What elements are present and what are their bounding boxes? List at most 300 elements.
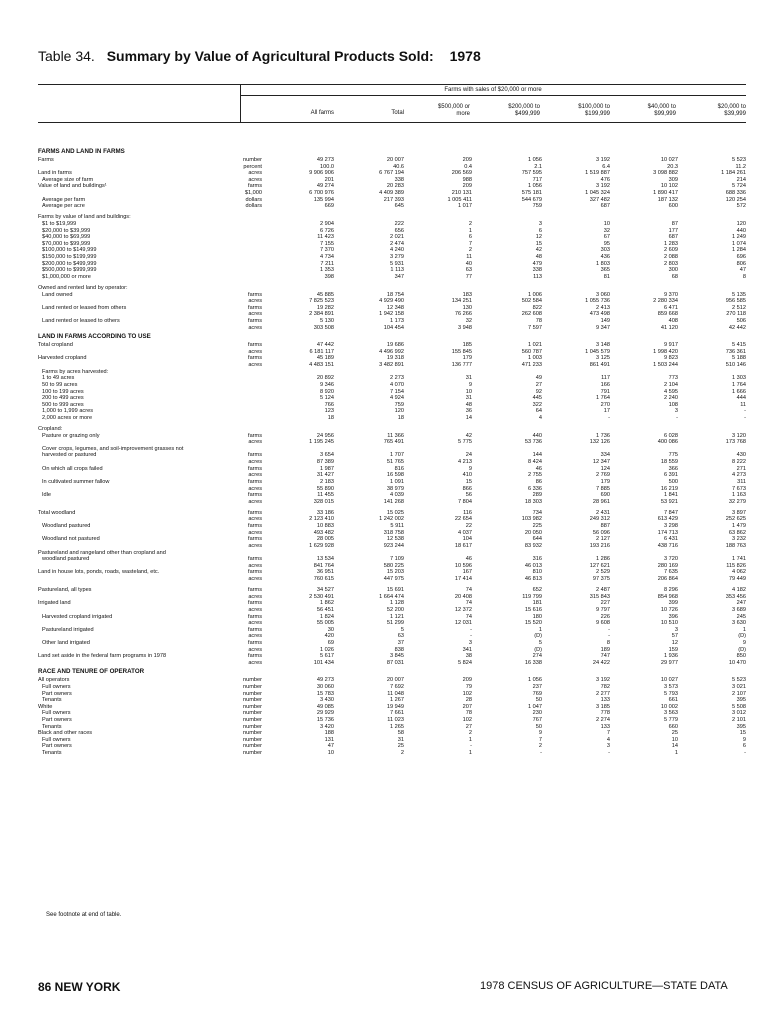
table-cell: (D) bbox=[534, 646, 542, 653]
table-cell: 300 bbox=[668, 267, 678, 274]
row-unit: farms bbox=[248, 587, 262, 594]
table-cell: 1 006 bbox=[528, 291, 542, 298]
table-row bbox=[38, 556, 746, 563]
table-cell: 115 826 bbox=[726, 562, 746, 569]
table-cell: 149 bbox=[600, 318, 610, 325]
table-cell: 17 bbox=[603, 408, 610, 415]
table-cell: 49 085 bbox=[316, 703, 334, 710]
table-cell: 74 bbox=[465, 600, 472, 607]
table-cell: 7 847 bbox=[664, 509, 678, 516]
table-cell: 179 bbox=[600, 478, 610, 485]
row-unit: acres bbox=[248, 593, 262, 600]
table-cell: 67 bbox=[603, 234, 610, 241]
table-cell: 119 799 bbox=[522, 593, 542, 600]
table-cell: 810 bbox=[532, 569, 542, 576]
table-cell: 1 824 bbox=[320, 613, 334, 620]
table-cell: 471 233 bbox=[521, 362, 542, 369]
row-label: 2,000 acres or more bbox=[42, 414, 93, 421]
table-cell: 440 bbox=[736, 227, 746, 234]
table-cell: 16 219 bbox=[660, 485, 678, 492]
table-cell: 8 bbox=[606, 639, 610, 646]
table-cell: 338 bbox=[394, 176, 404, 183]
table-cell: 28 005 bbox=[316, 536, 334, 543]
table-cell: 31 427 bbox=[316, 472, 334, 479]
table-row bbox=[38, 684, 746, 691]
table-row bbox=[38, 214, 746, 221]
table-row bbox=[38, 170, 746, 177]
row-label: Black and other races bbox=[38, 730, 93, 737]
table-cell: 717 bbox=[532, 176, 542, 183]
table-cell: 79 449 bbox=[728, 575, 746, 582]
table-cell: 76 266 bbox=[454, 311, 472, 318]
table-row bbox=[38, 157, 746, 164]
table-cell: 2 280 334 bbox=[653, 298, 678, 305]
row-unit: farms bbox=[248, 613, 262, 620]
table-title bbox=[38, 48, 481, 64]
table-cell: 1 bbox=[674, 750, 678, 757]
row-unit: farms bbox=[248, 291, 262, 298]
col-100k-line1: $100,000 to bbox=[578, 104, 610, 110]
table-cell: 3 185 bbox=[596, 703, 610, 710]
table-cell: 476 bbox=[600, 176, 610, 183]
table-cell: 4 039 bbox=[390, 492, 404, 499]
table-cell: 988 bbox=[462, 176, 472, 183]
table-cell: 97 375 bbox=[592, 575, 610, 582]
table-cell: 3 148 bbox=[596, 342, 610, 349]
table-cell: 10 bbox=[465, 388, 472, 395]
table-cell: 7 597 bbox=[528, 324, 542, 331]
row-label: 100 to 199 acres bbox=[42, 388, 84, 395]
table-cell: 15 736 bbox=[316, 717, 334, 724]
table-cell: 2 904 bbox=[320, 220, 334, 227]
row-unit: acres bbox=[248, 170, 262, 177]
table-cell: 3 192 bbox=[596, 183, 610, 190]
row-unit: acres bbox=[248, 439, 262, 446]
table-cell: 7 bbox=[538, 736, 542, 743]
col-all-farms: All farms bbox=[310, 110, 334, 116]
table-cell: 2 474 bbox=[390, 240, 404, 247]
table-cell: 10 596 bbox=[454, 562, 472, 569]
section-heading: RACE AND TENURE OF OPERATOR bbox=[38, 668, 145, 676]
row-unit: number bbox=[243, 703, 262, 710]
row-unit: acres bbox=[248, 362, 262, 369]
table-cell: 5 bbox=[400, 626, 404, 633]
table-cell: 6 726 bbox=[320, 227, 334, 234]
row-unit: percent bbox=[243, 163, 262, 170]
table-cell: 767 bbox=[532, 717, 542, 724]
table-cell: 7 635 bbox=[664, 569, 678, 576]
table-cell: 7 211 bbox=[320, 260, 334, 267]
table-cell: 10 002 bbox=[660, 703, 678, 710]
table-cell: 36 bbox=[465, 408, 472, 415]
row-label: $70,000 to $99,999 bbox=[42, 240, 91, 247]
row-unit: farms bbox=[248, 318, 262, 325]
table-cell: 366 bbox=[668, 465, 678, 472]
table-cell: 479 bbox=[532, 260, 542, 267]
table-cell: 2 609 bbox=[664, 247, 678, 254]
table-cell: 1 736 bbox=[596, 432, 610, 439]
table-cell: 214 bbox=[736, 176, 746, 183]
table-cell: 1 503 244 bbox=[653, 362, 678, 369]
table-cell: 55 005 bbox=[316, 620, 334, 627]
table-cell: 185 bbox=[462, 342, 472, 349]
row-label: harvested or pastured bbox=[42, 452, 97, 459]
table-cell: 791 bbox=[600, 388, 610, 395]
row-label: On which all crops failed bbox=[42, 465, 103, 472]
table-cell: 18 617 bbox=[454, 542, 472, 549]
table-cell: 399 bbox=[668, 600, 678, 607]
table-cell: 209 bbox=[462, 157, 472, 163]
row-unit: acres bbox=[248, 459, 262, 466]
table-cell: 69 bbox=[327, 639, 334, 646]
table-cell: 18 559 bbox=[660, 459, 678, 466]
table-cell: 135 994 bbox=[313, 196, 334, 203]
row-label: Farms bbox=[38, 157, 54, 163]
table-cell: 42 bbox=[535, 247, 542, 254]
row-unit: number bbox=[243, 743, 262, 750]
table-cell: 398 bbox=[324, 273, 334, 280]
table-cell: 227 bbox=[600, 600, 610, 607]
table-cell: 506 bbox=[736, 318, 746, 325]
table-cell: 102 bbox=[462, 717, 472, 724]
table-cell: 15 616 bbox=[524, 606, 542, 613]
table-cell: 2 bbox=[468, 730, 472, 737]
table-cell: 10 027 bbox=[660, 677, 678, 684]
table-row bbox=[38, 439, 746, 446]
row-label: 1 to 49 acres bbox=[42, 375, 75, 382]
table-row bbox=[38, 292, 746, 299]
table-cell: 49 274 bbox=[316, 183, 334, 190]
table-cell: 7 109 bbox=[390, 556, 404, 563]
row-unit: acres bbox=[248, 606, 262, 613]
table-cell: 440 bbox=[532, 432, 542, 439]
table-cell: 29 929 bbox=[316, 710, 334, 717]
table-cell: 3 bbox=[468, 639, 472, 646]
table-cell: 33 186 bbox=[316, 509, 334, 516]
table-cell: 11 023 bbox=[387, 717, 404, 724]
table-cell: 37 bbox=[397, 639, 404, 646]
table-row bbox=[38, 730, 746, 737]
table-cell: 57 bbox=[671, 633, 678, 640]
table-cell: 309 bbox=[668, 176, 678, 183]
table-row bbox=[38, 325, 746, 332]
row-unit: acres bbox=[248, 498, 262, 505]
row-unit: acres bbox=[248, 176, 262, 183]
table-cell: 2 021 bbox=[390, 234, 404, 241]
table-cell: 436 bbox=[600, 254, 610, 261]
col-total: Total bbox=[391, 110, 404, 116]
row-unit: dollars bbox=[245, 196, 262, 203]
table-cell: 4 483 151 bbox=[309, 362, 334, 369]
table-row bbox=[38, 486, 746, 493]
table-row bbox=[38, 523, 746, 530]
table-cell: 4 213 bbox=[458, 459, 472, 466]
row-label: Harvested cropland irrigated bbox=[42, 613, 113, 620]
col-20k-line1: $20,000 to bbox=[717, 104, 746, 110]
table-cell: 4 bbox=[606, 736, 610, 743]
table-cell: 181 bbox=[532, 600, 542, 607]
table-cell: 575 181 bbox=[521, 190, 542, 197]
row-label: Average per acre bbox=[42, 203, 85, 210]
table-cell: 34 527 bbox=[316, 587, 334, 594]
col-200k-line2: $499,999 bbox=[514, 111, 540, 117]
table-cell: 1 283 bbox=[664, 240, 678, 247]
table-cell: 12 372 bbox=[454, 606, 472, 613]
table-row bbox=[38, 737, 746, 744]
table-row bbox=[38, 318, 746, 325]
table-cell: 353 456 bbox=[725, 593, 746, 600]
table-cell: 5 617 bbox=[320, 653, 334, 660]
table-row bbox=[38, 452, 746, 459]
table-cell: 10 726 bbox=[660, 606, 678, 613]
table-cell: 8 bbox=[742, 273, 746, 280]
table-cell: - bbox=[608, 633, 610, 640]
table-cell: 4 496 992 bbox=[379, 348, 404, 355]
row-unit: acres bbox=[248, 575, 262, 582]
table-row bbox=[38, 640, 746, 647]
table-cell: 1 bbox=[468, 736, 472, 743]
row-unit: acres bbox=[248, 620, 262, 627]
table-cell: 86 bbox=[535, 478, 542, 485]
table-cell: 1 764 bbox=[732, 381, 746, 388]
table-cell: 334 bbox=[600, 452, 610, 459]
table-cell: 1 862 bbox=[320, 600, 334, 607]
row-unit: farms bbox=[248, 536, 262, 543]
row-label: Farms by acres harvested: bbox=[42, 368, 109, 375]
table-cell: 68 bbox=[671, 273, 678, 280]
table-cell: 690 bbox=[600, 492, 610, 499]
row-label: Land in farms bbox=[38, 170, 72, 177]
table-cell: 1 249 bbox=[732, 234, 746, 241]
table-row bbox=[38, 203, 746, 210]
table-row bbox=[38, 355, 746, 362]
table-cell: 396 bbox=[668, 613, 678, 620]
row-label: Total cropland bbox=[38, 342, 73, 349]
table-cell: 6 391 bbox=[664, 472, 678, 479]
table-cell: 3 060 bbox=[596, 291, 610, 298]
table-cell: 136 777 bbox=[451, 362, 472, 369]
section-heading: LAND IN FARMS ACCORDING TO USE bbox=[38, 333, 151, 341]
table-cell: 20 283 bbox=[386, 183, 404, 190]
table-cell: 104 bbox=[462, 536, 472, 543]
table-cell: 249 312 bbox=[589, 516, 610, 523]
table-cell: 2 273 bbox=[390, 375, 404, 382]
table-cell: 237 bbox=[532, 683, 542, 690]
table-cell: 687 bbox=[668, 234, 678, 241]
table-cell: 155 845 bbox=[451, 348, 472, 355]
table-cell: - bbox=[470, 743, 472, 750]
table-row bbox=[38, 234, 746, 241]
table-row bbox=[38, 633, 746, 640]
table-cell: 14 bbox=[671, 743, 678, 750]
table-cell: 572 bbox=[736, 203, 746, 210]
col-20k bbox=[680, 104, 746, 118]
table-cell: 3 232 bbox=[732, 536, 746, 543]
table-cell: 3 948 bbox=[458, 324, 472, 331]
table-cell: 5 188 bbox=[732, 355, 746, 362]
row-label: Average per farm bbox=[42, 196, 86, 203]
table-cell: 15 bbox=[465, 478, 472, 485]
table-row bbox=[38, 576, 746, 583]
table-cell: 2 755 bbox=[528, 472, 542, 479]
table-cell: 14 bbox=[465, 414, 472, 421]
table-cell: 74 bbox=[465, 587, 472, 594]
section-heading: FARMS AND LAND IN FARMS bbox=[38, 148, 125, 155]
row-unit: farms bbox=[248, 465, 262, 472]
table-cell: 3 420 bbox=[320, 723, 334, 730]
table-cell: 841 764 bbox=[313, 562, 334, 569]
table-cell: 7 155 bbox=[320, 240, 334, 247]
table-cell: 18 bbox=[397, 414, 404, 421]
table-cell: 806 bbox=[736, 260, 746, 267]
table-cell: 270 bbox=[600, 401, 610, 408]
table-cell: 734 bbox=[532, 509, 542, 516]
table-cell: 120 bbox=[736, 220, 746, 227]
table-cell: 1 128 bbox=[390, 600, 404, 607]
row-unit: farms bbox=[248, 452, 262, 459]
table-cell: 838 bbox=[394, 646, 404, 653]
row-unit: number bbox=[243, 730, 262, 737]
table-cell: 189 bbox=[600, 646, 610, 653]
table-row bbox=[38, 285, 746, 292]
row-label: $40,000 to $69,999 bbox=[42, 234, 91, 241]
col-100k-line2: $199,999 bbox=[584, 111, 610, 117]
table-cell: 12 348 bbox=[386, 304, 404, 311]
table-cell: 11 bbox=[740, 401, 746, 408]
table-cell: 22 654 bbox=[454, 516, 472, 523]
table-cell: - bbox=[470, 626, 472, 633]
table-cell: (D) bbox=[534, 633, 542, 640]
table-cell: 280 169 bbox=[657, 562, 678, 569]
table-row bbox=[38, 402, 746, 409]
table-cell: 5 724 bbox=[732, 183, 746, 190]
table-cell: 31 bbox=[397, 736, 404, 743]
row-unit: number bbox=[243, 717, 262, 724]
table-cell: 613 429 bbox=[657, 516, 678, 523]
table-cell: 4 182 bbox=[732, 587, 746, 594]
table-cell: 63 862 bbox=[728, 529, 746, 536]
row-label: Land in house lots, ponds, roads, wasteland, etc. bbox=[38, 569, 160, 576]
page-number-state: 86 NEW YORK bbox=[38, 980, 121, 994]
table-cell: 52 200 bbox=[386, 606, 404, 613]
col-500k-line1: $500,000 or bbox=[437, 104, 470, 110]
table-cell: 5 824 bbox=[458, 659, 472, 666]
table-cell: 47 bbox=[739, 267, 746, 274]
table-cell: 1 113 bbox=[390, 267, 404, 274]
table-cell: 866 bbox=[462, 485, 472, 492]
table-cell: 778 bbox=[600, 710, 610, 717]
row-label: All operators bbox=[38, 677, 70, 684]
table-cell: 2 bbox=[538, 743, 542, 750]
table-cell: 6 336 bbox=[528, 485, 542, 492]
table-cell: 854 968 bbox=[657, 593, 678, 600]
table-cell: 4 062 bbox=[732, 569, 746, 576]
table-cell: 183 bbox=[462, 291, 472, 298]
table-cell: 6 bbox=[468, 234, 472, 241]
table-cell: 923 244 bbox=[383, 542, 404, 549]
table-cell: 2 107 bbox=[732, 690, 746, 697]
table-cell: 341 bbox=[462, 646, 472, 653]
table-row bbox=[38, 459, 746, 466]
table-row bbox=[38, 349, 746, 356]
table-cell: 19 686 bbox=[386, 342, 404, 349]
table-cell: 9 bbox=[468, 465, 472, 472]
table-cell: 167 bbox=[462, 569, 472, 576]
table-cell: 1 707 bbox=[390, 452, 404, 459]
row-unit: farms bbox=[248, 492, 262, 499]
table-cell: 78 bbox=[535, 318, 542, 325]
table-cell: 56 096 bbox=[592, 529, 610, 536]
row-unit: farms bbox=[248, 342, 262, 349]
row-label: Farms by value of land and buildings: bbox=[38, 214, 131, 221]
table-cell: 56 451 bbox=[316, 606, 334, 613]
table-cell: 3 630 bbox=[732, 620, 746, 627]
table-cell: 12 bbox=[671, 639, 678, 646]
table-cell: 50 bbox=[535, 723, 542, 730]
table-cell: 209 bbox=[462, 183, 472, 190]
table-cell: 6.4 bbox=[602, 163, 610, 170]
table-cell: 4 273 bbox=[732, 472, 746, 479]
row-unit: farms bbox=[248, 600, 262, 607]
table-cell: 782 bbox=[600, 683, 610, 690]
table-cell: 30 060 bbox=[316, 683, 334, 690]
table-row bbox=[38, 479, 746, 486]
table-cell: 47 bbox=[327, 743, 334, 750]
table-row bbox=[38, 446, 746, 453]
table-cell: 217 393 bbox=[383, 196, 404, 203]
table-cell: 201 bbox=[324, 176, 334, 183]
row-label: Full owners bbox=[42, 736, 71, 743]
table-cell: 1 091 bbox=[390, 478, 404, 485]
table-cell: 7 bbox=[606, 730, 610, 737]
table-cell: 132 126 bbox=[589, 439, 610, 446]
table-cell: 5 931 bbox=[390, 260, 404, 267]
table-cell: 20 892 bbox=[316, 375, 334, 382]
table-cell: 1 056 bbox=[528, 183, 542, 190]
table-cell: 74 bbox=[465, 613, 472, 620]
table-year: 1978 bbox=[449, 48, 481, 64]
table-cell: 9 797 bbox=[596, 606, 610, 613]
table-cell: 20 007 bbox=[386, 677, 404, 684]
table-cell: 245 bbox=[736, 613, 746, 620]
table-row bbox=[38, 647, 746, 654]
table-row bbox=[38, 197, 746, 204]
row-label: $200,000 to $499,999 bbox=[42, 260, 97, 267]
table-cell: 3 897 bbox=[732, 509, 746, 516]
table-cell: - bbox=[470, 633, 472, 640]
table-cell: 1 173 bbox=[390, 318, 404, 325]
table-cell: 8 920 bbox=[320, 388, 334, 395]
table-cell: 2 104 bbox=[664, 381, 678, 388]
table-cell: 36 951 bbox=[316, 569, 334, 576]
table-cell: 447 975 bbox=[383, 575, 404, 582]
table-cell: 9 608 bbox=[596, 620, 610, 627]
table-cell: 9 370 bbox=[664, 291, 678, 298]
table-cell: 1 195 245 bbox=[309, 439, 334, 446]
table-cell: 1 629 928 bbox=[309, 542, 334, 549]
table-row bbox=[38, 536, 746, 543]
table-cell: 63 bbox=[397, 633, 404, 640]
table-cell: 600 bbox=[668, 203, 678, 210]
table-cell: 46 813 bbox=[524, 575, 542, 582]
table-cell: 2 530 491 bbox=[309, 593, 334, 600]
table-cell: 10 510 bbox=[660, 620, 678, 627]
table-cell: 17 414 bbox=[454, 575, 472, 582]
table-cell: 173 768 bbox=[725, 439, 746, 446]
table-row bbox=[38, 274, 746, 281]
table-cell: 9 917 bbox=[664, 342, 678, 349]
row-label: Irrigated land bbox=[38, 600, 71, 607]
